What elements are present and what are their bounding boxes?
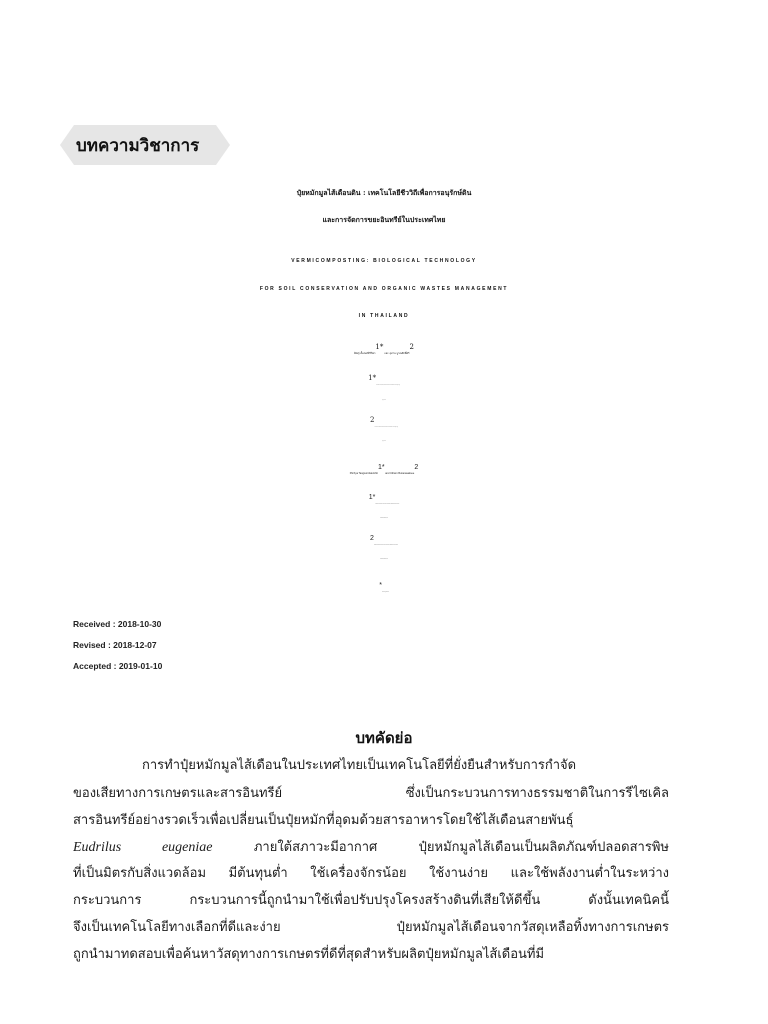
author-th-1: พิชญ์ ตั้งสมบัติวิจิตร	[354, 352, 376, 355]
affiliation-en-2	[0, 535, 768, 545]
authors-th	[0, 343, 768, 356]
abstract-line-6: กระบวนการ กระบวนการนี้ถูกนำมาใช้เพื่อปรับปรุงโครงสร้างดินที่เสียให้ดีขึ้น ดังนั้นเทคนิคนี้	[73, 893, 669, 908]
author-en-1: Pitchya Tangsombatvichit	[349, 472, 378, 475]
affiliation-th-1-mark: 1*	[368, 374, 377, 382]
author-th-2-mark: 2	[409, 343, 414, 351]
date-accepted: Accepted : 2019-01-10	[73, 661, 163, 671]
article-category: บทความวิชาการ	[76, 136, 200, 156]
affiliation-th-2	[0, 416, 768, 428]
email-mark: *	[379, 582, 382, 589]
abstract-line-4	[73, 836, 669, 857]
email-line	[0, 582, 768, 592]
abstract-line-8: ถูกนำมาทดสอบเพื่อค้นหาวัสดุทางการเกษตรที่ดีที่สุดสำหรับผลิตปุ๋ยหมักมูลไส้เดือนที่มี	[73, 947, 545, 962]
affiliation-en-2-mark: 2	[370, 535, 374, 542]
abstract-line-1: การทำปุ๋ยหมักมูลไส้เดือนในประเทศไทยเป็นเทคโนโลยีที่ยั่งยืนสำหรับการกำจัด	[142, 758, 577, 773]
affiliation-en-1-mark: 1*	[368, 494, 376, 501]
author-th-1-mark: 1*	[375, 343, 384, 351]
title-en-line-1: VERMICOMPOSTING: BIOLOGICAL TECHNOLOGY	[291, 258, 477, 264]
affiliation-th-1	[0, 374, 768, 386]
title-th-line-2: และการจัดการขยะอินทรีย์ในประเทศไทย	[322, 215, 446, 224]
affiliation-th-2-line-2	[0, 441, 768, 442]
date-received: Received : 2018-10-30	[73, 619, 162, 629]
date-revised: Revised : 2018-12-07	[73, 640, 157, 650]
abstract-line-7: จึงเป็นเทคโนโลยีทางเลือกที่ดีและง่าย ปุ๋ยหมักมูลไส้เดือนจากวัสดุเหลือทิ้งทางการเกษตร	[73, 920, 669, 935]
title-en-line-3: IN THAILAND	[358, 313, 410, 319]
authors-en	[0, 464, 768, 475]
title-th-line-1: ปุ๋ยหมักมูลไส้เดือนดิน : เทคโนโลยีชีววิถีเพื่อการอนุรักษ์ดิน	[296, 188, 472, 197]
title-en-line-2: FOR SOIL CONSERVATION AND ORGANIC WASTES MANAGEMENT	[259, 286, 509, 292]
abstract-line-2: ของเสียทางการเกษตรและสารอินทรีย์ ซึ่งเป็นกระบวนการทางธรรมชาติในการรีไซเคิล	[73, 786, 669, 801]
abstract-line-5: ที่เป็นมิตรกับสิ่งแวดล้อม มีต้นทุนต่ำ ใช้เครื่องจักรน้อย ใช้งานง่าย และใช้พลังงานต่ำในระหว่าง	[73, 866, 669, 881]
abstract-line-4-text: ภายใต้สภาวะมีอากาศ ปุ๋ยหมักมูลไส้เดือนเป็นผลิตภัณฑ์ปลอดสารพิษ	[253, 840, 669, 855]
species-name: Eudrilus eugeniae	[73, 840, 213, 855]
author-en-2-mark: 2	[414, 464, 419, 471]
author-en-and: and	[384, 472, 391, 475]
author-en-1-mark: 1*	[377, 464, 385, 471]
abstract-heading: บทคัดย่อ	[355, 729, 413, 747]
author-th-2: อุทาน บูรณศักดิ์ศรี	[389, 352, 410, 355]
author-th-and: และ	[383, 352, 390, 355]
abstract-line-3: สารอินทรีย์อย่างรวดเร็วเพื่อเปลี่ยนเป็นปุ๋ยหมักที่อุดมด้วยสารอาหารโดยใช้ไส้เดือนสายพันธุ์	[73, 813, 574, 828]
affiliation-th-2-mark: 2	[370, 416, 375, 424]
author-en-2: Utharn Buranasaksee	[390, 472, 415, 475]
affiliation-en-1	[0, 494, 768, 504]
affiliation-th-1-line-2	[0, 400, 768, 401]
